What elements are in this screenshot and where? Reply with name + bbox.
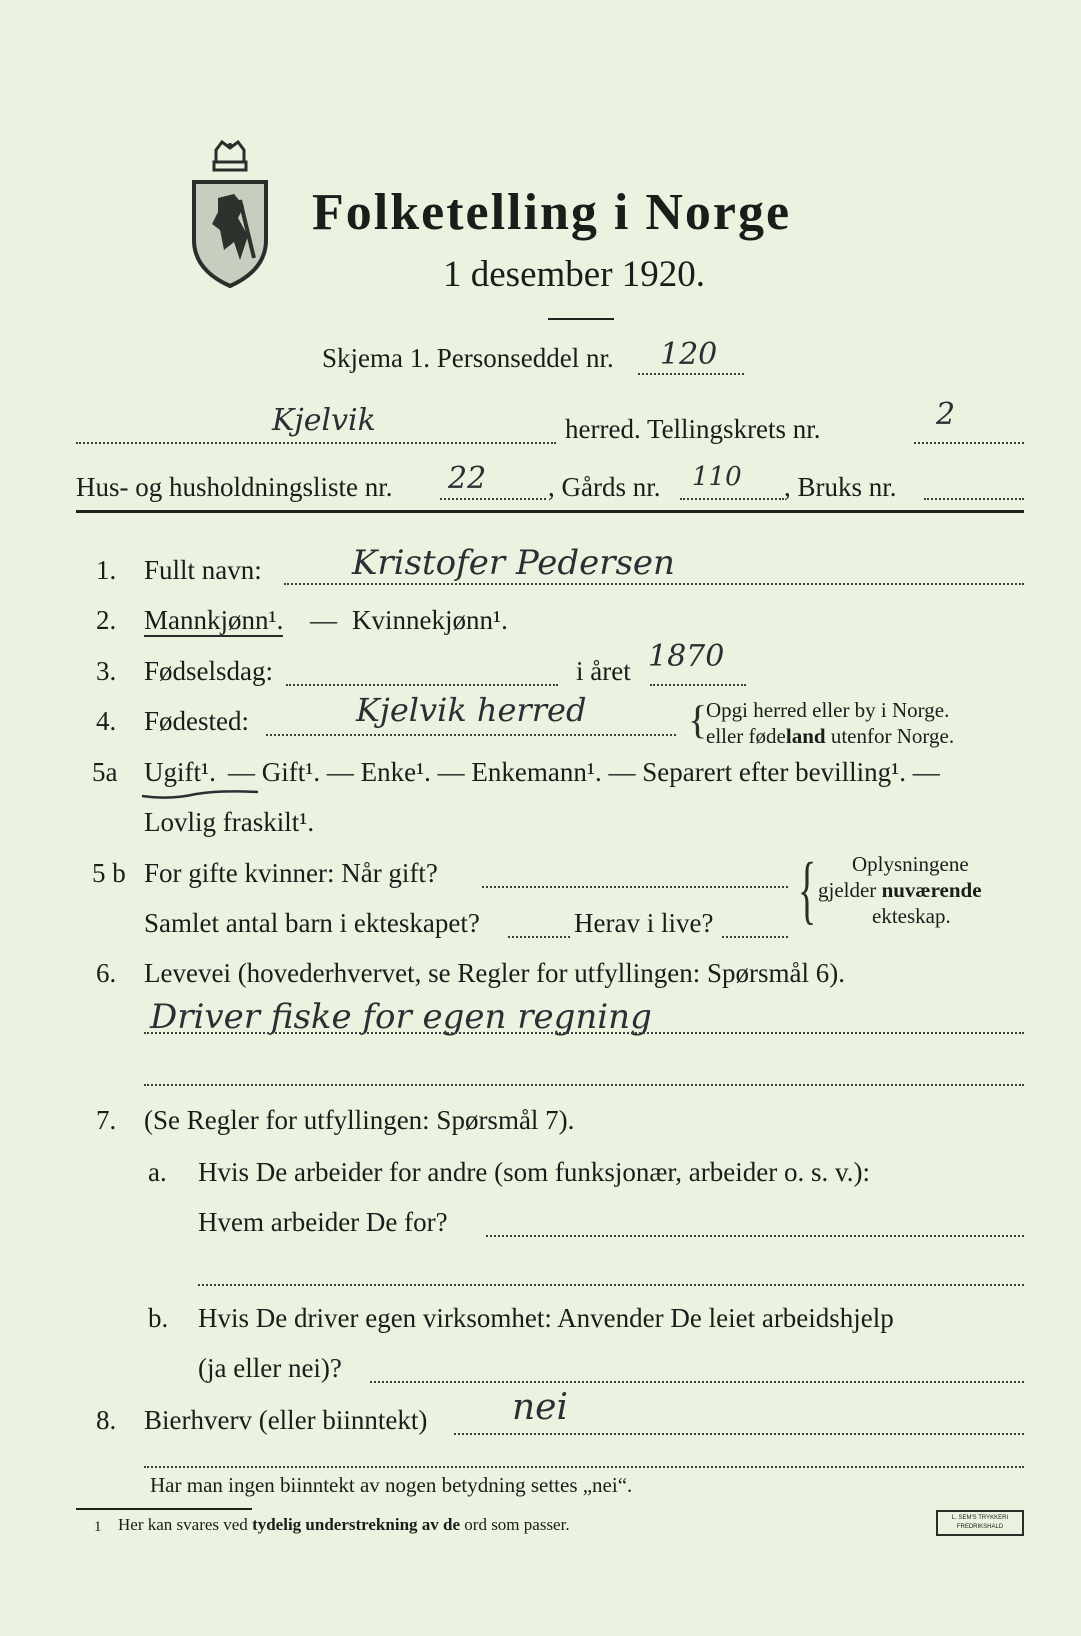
q5b-number: 5 b (92, 858, 126, 888)
tellingskrets-line (914, 442, 1024, 444)
q5b-note-line3: ekteskap. (872, 904, 951, 928)
birthplace-value[interactable]: Kjelvik herred (356, 691, 587, 729)
footnote-text: Her kan svares ved tydelig understrekning av de ord som passer. (118, 1515, 570, 1534)
printer-stamp-line2: FREDRIKSHALD (956, 1524, 1004, 1530)
alive-line (722, 936, 788, 938)
q5b-label: For gifte kvinner: Når gift? (144, 858, 438, 888)
herred-line (76, 442, 556, 444)
occupation-line-1 (144, 1032, 1024, 1034)
q7a-letter: a. (148, 1157, 167, 1187)
q4-note-brace: { (688, 697, 708, 742)
nei-instruction: Har man ingen biinntekt av nogen betydning settes „nei“. (150, 1473, 633, 1497)
year-label: i året (576, 656, 631, 686)
occupation-line-2 (144, 1084, 1024, 1086)
q3-label: Fødselsdag: (144, 656, 274, 686)
q5b-note-brace: { (798, 848, 817, 932)
q7a-label: Hvis De arbeider for andre (som funksjonær, arbeider o. s. v.): (198, 1157, 870, 1187)
title-divider (548, 318, 614, 320)
tellingskrets-number[interactable]: 2 (936, 397, 956, 432)
printer-stamp-line1: L. SEM'S TRYKKERI (951, 1515, 1009, 1521)
header-divider (76, 510, 1024, 513)
unmarried-option-underlined[interactable]: Ugift¹. (144, 757, 216, 787)
q6-label: Levevei (hovederhvervet, se Regler for utfyllingen: Spørsmål 6). (144, 958, 846, 988)
q8-number: 8. (96, 1405, 117, 1435)
q4-note-line1: Opgi herred eller by i Norge. (706, 698, 950, 722)
q4-number: 4. (96, 706, 117, 736)
gards-label: , Gårds nr. (548, 472, 661, 502)
hus-line (440, 498, 546, 500)
birth-year-value[interactable]: 1870 (648, 639, 725, 674)
year-line (650, 684, 746, 686)
q7a-employer-label: Hvem arbeider De for? (198, 1207, 448, 1237)
occupation-value[interactable]: Driver fiske for egen regning (150, 997, 652, 1037)
q7b-letter: b. (148, 1303, 169, 1333)
q7-number: 7. (96, 1105, 117, 1135)
female-option[interactable]: Kvinnekjønn¹. (352, 605, 508, 635)
employer-line (486, 1235, 1024, 1237)
side-income-line-2 (144, 1466, 1024, 1468)
herred-value[interactable]: Kjelvik (272, 403, 376, 438)
divorced-option[interactable]: Lovlig fraskilt¹. (144, 807, 315, 837)
q1-number: 1. (96, 555, 117, 585)
gards-number[interactable]: 110 (692, 462, 742, 492)
side-income-line (454, 1433, 1024, 1435)
birthday-line (286, 684, 558, 686)
personseddel-line (638, 373, 744, 375)
marital-options: — Gift¹. — Enke¹. — Enkemann¹. — Separert efter bevilling¹. — (228, 757, 940, 787)
q2-separator: — (310, 605, 337, 635)
hired-help-line (370, 1381, 1024, 1383)
q1-line (284, 583, 1024, 585)
q1-label: Fullt navn: (144, 555, 262, 585)
q7b-label: Hvis De driver egen virksomhet: Anvender De leiet arbeidshjelp (198, 1303, 894, 1333)
hus-label: Hus- og husholdningsliste nr. (76, 472, 393, 502)
q5b-note-line1: Oplysningene (852, 852, 969, 876)
footnote-divider (76, 1508, 252, 1510)
employer-line-2 (198, 1284, 1024, 1286)
marriage-date-line (482, 886, 788, 888)
hus-number[interactable]: 22 (448, 461, 487, 496)
q6-number: 6. (96, 958, 117, 988)
form-title: Folketelling i Norge (312, 184, 792, 241)
side-income-value[interactable]: nei (512, 1387, 569, 1428)
q7-label: (Se Regler for utfyllingen: Spørsmål 7). (144, 1105, 575, 1135)
personseddel-number[interactable]: 120 (660, 337, 718, 372)
q5b-note-line2: gjelder nuværende (818, 878, 982, 902)
children-line (508, 936, 570, 938)
unmarried-underline-stroke (140, 786, 260, 802)
q7b-hired-help-label: (ja eller nei)? (198, 1353, 342, 1383)
q8-label: Bierhverv (eller biinntekt) (144, 1405, 428, 1435)
children-label: Samlet antal barn i ekteskapet? (144, 908, 480, 938)
full-name-value[interactable]: Kristofer Pedersen (352, 543, 675, 583)
q3-number: 3. (96, 656, 117, 686)
q2-number: 2. (96, 605, 117, 635)
q4-note-line2: eller fødeland utenfor Norge. (706, 724, 955, 748)
census-date: 1 desember 1920. (443, 254, 706, 295)
bruks-label: , Bruks nr. (784, 472, 897, 502)
footnote-number: 1 (94, 1519, 102, 1535)
male-option-underlined[interactable]: Mannkjønn¹. (144, 605, 284, 635)
printer-stamp (936, 1510, 1024, 1536)
gards-line (680, 498, 784, 500)
q4-label: Fødested: (144, 706, 249, 736)
bruks-line (924, 498, 1024, 500)
alive-label: Herav i live? (574, 908, 714, 938)
q5a-number: 5a (92, 757, 118, 787)
birthplace-line (266, 734, 676, 736)
norwegian-coat-of-arms-emblem (188, 140, 272, 290)
herred-label: herred. Tellingskrets nr. (565, 414, 821, 444)
skjema-label: Skjema 1. Personseddel nr. (322, 343, 614, 373)
